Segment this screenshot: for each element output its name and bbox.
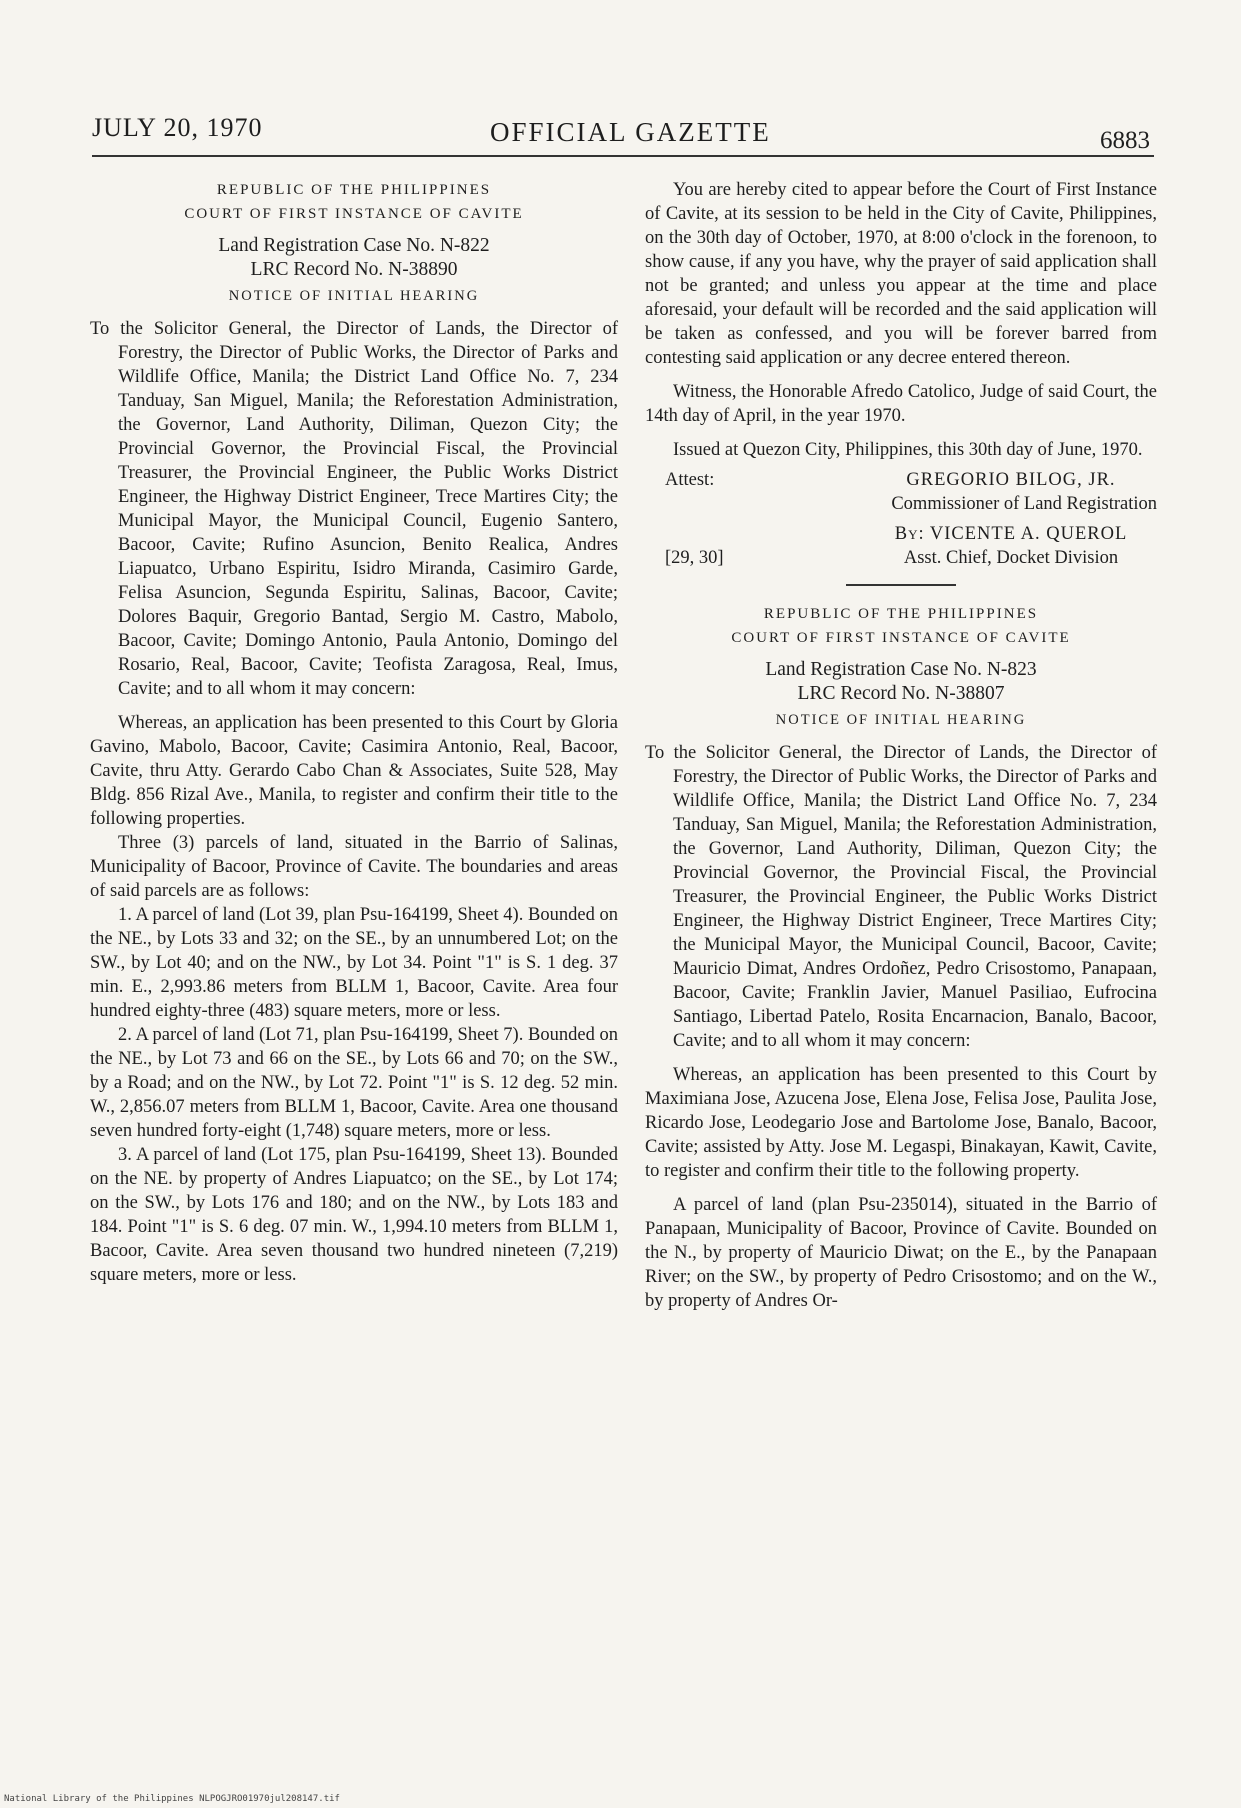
notice2-title: NOTICE OF INITIAL HEARING	[775, 712, 1027, 728]
notice2-whereas: Whereas, an application has been presented to this Court by Maximiana Jose, Azucena Jose, Elena Jose, Felisa Jose, Paulita Jose, Ricardo Jose, Leodegario Jose and Bartolome Jose, Banalo, Bacoor, Cavite; assisted by Atty. Jose M. Legaspi, Binakayan, Kawit, Cavite, to register and confirm their title to the following property.	[645, 1065, 1157, 1181]
notice1-parcels-intro: Three (3) parcels of land, situated in the Barrio of Salinas, Municipality of Bacoor, Province of Cavite. The boundaries and areas of said parcels are as follows:	[90, 833, 618, 901]
notice1-parcel-2: 2. A parcel of land (Lot 71, plan Psu-164199, Sheet 7). Bounded on the NE., by Lot 73 and 66 on the SE., by Lots 66 and 70; on the SW., by a Road; and on the NW., by Lot 72. Point "1" is S. 12 deg. 52 min. W., 2,856.07 meters from BLLM 1, Bacoor, Cavite. Area one thousand seven hundred forty-eight (1,748) square meters, more or less.	[90, 1025, 618, 1141]
notice2-addressees: To the Solicitor General, the Director of Lands, the Director of Forestry, the Director of Public Works, the Director of Parks and Wildlife Office, Manila; the District Land Office No. 7, 234 Tanduay, San Miguel, Manila; the Reforestation Administration, the Governor, Land Authority, Diliman, Quezon City; the Provincial Governor, the Provincial Fiscal, the Provincial Treasurer, the Provincial Engineer, the Public Works District Engineer, the Highway District Engineer, Trece Martires City; the Municipal Mayor, the Municipal Council, Bacoor, Cavite; Mauricio Dimat, Andres Ordoñez, Pedro Crisostomo, Panapaan, Bacoor, Cavite; Franklin Javier, Manuel Pasiliao, Eufrocina Santiago, Libertad Patelo, Rosita Encarnacion, Banalo, Bacoor, Cavite; and to all whom it may concern:	[645, 743, 1157, 1051]
notice2-parcel: A parcel of land (plan Psu-235014), situated in the Barrio of Panapaan, Municipality of Bacoor, Province of Cavite. Bounded on the N., by property of Mauricio Diwat; on the E., by the Panapaan River; on the SW., by property of Pedro Crisostomo; and on the W., by property of Andres Or-	[645, 1195, 1157, 1311]
notice1-signature-block	[645, 468, 1157, 570]
right-column	[645, 178, 1157, 1313]
notice2-republic: REPUBLIC OF THE PHILIPPINES	[763, 606, 1039, 622]
issue-date: JULY 20, 1970	[92, 113, 263, 142]
page-header	[0, 105, 1241, 155]
notice2-court: COURT OF FIRST INSTANCE OF CAVITE	[731, 630, 1071, 646]
commissioner-name: GREGORIO BILOG, JR.	[906, 470, 1116, 490]
section-divider	[846, 584, 956, 586]
issue-reference: [29, 30]	[665, 548, 724, 568]
commissioner-title: Commissioner of Land Registration	[891, 494, 1157, 514]
notice1-citation: You are hereby cited to appear before the Court of First Instance of Cavite, at its session to be held in the City of Cavite, Philippines, on the 30th day of October, 1970, at 8:00 o'clock in the forenoon, to show cause, if any you have, why the prayer of said application shall not be granted; and unless you appear at the time and place aforesaid, your default will be recorded and the said application will be taken as confessed, and you will be forever barred from contesting said application or any decree entered thereon.	[645, 180, 1157, 368]
notice1-issued: Issued at Quezon City, Philippines, this 30th day of June, 1970.	[673, 440, 1143, 460]
scan-footer: National Library of the Philippines NLPOGJRO01970jul208147.tif	[4, 1794, 340, 1804]
notice1-title: NOTICE OF INITIAL HEARING	[228, 288, 480, 304]
notice1-republic: REPUBLIC OF THE PHILIPPINES	[216, 182, 492, 198]
notice1-court: COURT OF FIRST INSTANCE OF CAVITE	[184, 206, 524, 222]
notice2-lrc-record: LRC Record No. N-38807	[797, 683, 1005, 704]
notice1-parcel-3: 3. A parcel of land (Lot 175, plan Psu-164199, Sheet 13). Bounded on the NE. by property of Andres Liapuatco; on the SE., by Lot 174; on the SW., by Lots 176 and 180; and on the NW., by Lots 183 and 184. Point "1" is S. 6 deg. 07 min. W., 1,994.10 meters from BLLM 1, Bacoor, Cavite. Area seven thousand two hundred nineteen (7,219) square meters, more or less.	[90, 1145, 618, 1285]
by-name: By: VICENTE A. QUEROL	[894, 524, 1128, 544]
page-number: 6883	[1100, 127, 1150, 154]
notice1-addressees: To the Solicitor General, the Director of Lands, the Director of Forestry, the Director of Public Works, the Director of Parks and Wildlife Office, Manila; the District Land Office No. 7, 234 Tanduay, San Miguel, Manila; the Reforestation Administration, the Governor, Land Authority, Diliman, Quezon City; the Provincial Governor, the Provincial Fiscal, the Provincial Treasurer, the Provincial Engineer, the Public Works District Engineer, the Highway District Engineer, Trece Martires City; the Municipal Mayor, the Municipal Council, Eugenio Santero, Bacoor, Cavite; Rufino Asuncion, Benito Realica, Andres Liapuatco, Urbano Espiritu, Isidro Miranda, Casimiro Garde, Felisa Asuncion, Segunda Espiritu, Salinas, Bacoor, Cavite; Dolores Baquir, Gregorio Bantad, Sergio M. Castro, Mabolo, Bacoor, Cavite; Domingo Antonio, Paula Antonio, Domingo del Rosario, Real, Bacoor, Cavite; Teofista Zaragosa, Real, Imus, Cavite; and to all whom it may concern:	[90, 319, 618, 699]
attest-label: Attest:	[665, 470, 715, 490]
notice1-parcel-1: 1. A parcel of land (Lot 39, plan Psu-164199, Sheet 4). Bounded on the NE., by Lots 33 and 32; on the SE., by an unnumbered Lot; on the SW., by Lot 40; and on the NW., by Lot 34. Point "1" is S. 1 deg. 37 min. E., 2,993.86 meters from BLLM 1, Bacoor, Cavite. Area four hundred eighty-three (483) square meters, more or less.	[90, 905, 618, 1021]
notice2-case-no: Land Registration Case No. N-823	[765, 659, 1037, 680]
left-column	[90, 178, 618, 1287]
notice1-case-no: Land Registration Case No. N-822	[218, 235, 490, 256]
notice1-whereas: Whereas, an application has been presented to this Court by Gloria Gavino, Mabolo, Bacoor, Cavite; Casimira Antonio, Real, Bacoor, Cavite, thru Atty. Gerardo Cabo Chan & Associates, Suite 528, May Bldg. 856 Rizal Ave., Manila, to register and confirm their title to the following properties.	[90, 713, 618, 829]
header-rule	[92, 155, 1154, 157]
by-title: Asst. Chief, Docket Division	[903, 548, 1119, 568]
notice1-witness: Witness, the Honorable Afredo Catolico, Judge of said Court, the 14th day of April, in the year 1970.	[645, 382, 1157, 426]
publication-title: OFFICIAL GAZETTE	[490, 117, 771, 147]
notice1-lrc-record: LRC Record No. N-38890	[250, 259, 458, 280]
